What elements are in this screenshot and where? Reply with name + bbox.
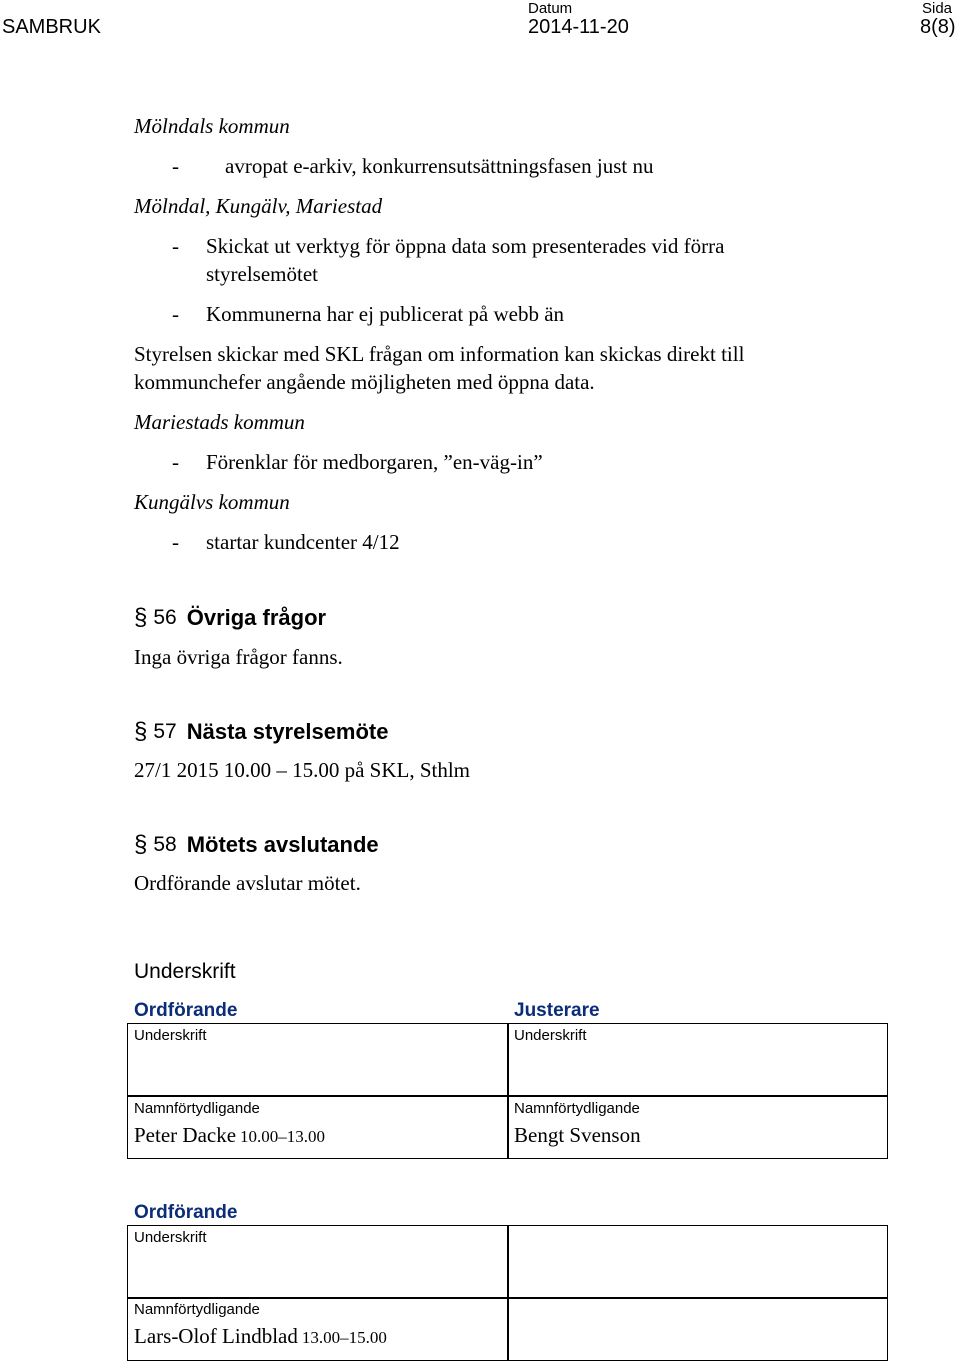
list-dash: - (172, 234, 179, 258)
section-58-text: Ordförande avslutar mötet. (134, 871, 361, 895)
chair-name-line (134, 1123, 325, 1148)
chair-2-name: Lars-Olof Lindblad (134, 1324, 298, 1348)
board-paragraph-line-1: Styrelsen skickar med SKL frågan om information kan skickas direkt till (134, 342, 745, 366)
section-title: Mötets avslutande (186, 832, 379, 857)
list-dash: - (172, 302, 179, 326)
paragraph-symbol: § (134, 604, 148, 631)
chair-2-name-line (134, 1324, 387, 1349)
adjuster-signature-label: Underskrift (514, 1027, 587, 1044)
header-organization: SAMBRUK (2, 16, 101, 38)
chair-name: Peter Dacke (134, 1123, 237, 1147)
board-paragraph-line-2: kommunchefer angående möjligheten med öppna data. (134, 370, 595, 394)
section-number: 56 (153, 606, 177, 629)
chair-2-time: 13.00–15.00 (301, 1328, 387, 1347)
section-number: 57 (153, 720, 177, 743)
adjuster-role-label: Justerare (514, 1000, 600, 1021)
section-58-heading (134, 831, 379, 859)
header-date-label: Datum (528, 0, 573, 17)
molndal-heading: Mölndals kommun (134, 114, 290, 138)
molndal-item: avropat e-arkiv, konkurrensutsättningsfasen just nu (225, 154, 654, 178)
section-57-text: 27/1 2015 10.00 – 15.00 på SKL, Sthlm (134, 758, 471, 782)
chair-role-label: Ordförande (134, 1000, 238, 1021)
chair-signature-label: Underskrift (134, 1027, 207, 1044)
paragraph-symbol: § (134, 718, 148, 745)
list-dash: - (172, 154, 179, 178)
section-number: 58 (153, 833, 177, 856)
header-page-number: 8(8) (920, 16, 956, 38)
group-item-1-line-1: Skickat ut verktyg för öppna data som presenterades vid förra (206, 234, 725, 258)
chair-2-name-label: Namnförtydligande (134, 1301, 260, 1318)
group-item-2: Kommunerna har ej publicerat på webb än (206, 302, 565, 326)
section-title: Nästa styrelsemöte (186, 719, 389, 744)
kungalv-heading: Kungälvs kommun (134, 490, 290, 514)
paragraph-symbol: § (134, 831, 148, 858)
kungalv-item: startar kundcenter 4/12 (206, 530, 400, 554)
chair-name-label: Namnförtydligande (134, 1100, 260, 1117)
section-57-heading (134, 718, 389, 746)
empty-signature-box (507, 1225, 888, 1299)
signatures-heading: Underskrift (134, 960, 236, 983)
adjuster-name: Bengt Svenson (514, 1123, 641, 1147)
chair-time: 10.00–13.00 (240, 1127, 326, 1146)
adjuster-name-label: Namnförtydligande (514, 1100, 640, 1117)
section-56-heading (134, 604, 326, 632)
list-dash: - (172, 450, 179, 474)
empty-name-box (507, 1297, 888, 1361)
header-date: 2014-11-20 (528, 16, 629, 38)
section-56-text: Inga övriga frågor fanns. (134, 645, 343, 669)
chair-2-signature-label: Underskrift (134, 1229, 207, 1246)
section-title: Övriga frågor (186, 605, 327, 630)
list-dash: - (172, 530, 179, 554)
group-item-1-line-2: styrelsemötet (206, 262, 318, 286)
mariestad-heading: Mariestads kommun (134, 410, 305, 434)
group-heading: Mölndal, Kungälv, Mariestad (134, 194, 383, 218)
header-page-label: Sida (922, 0, 953, 17)
chair-2-role-label: Ordförande (134, 1202, 238, 1223)
mariestad-item: Förenklar för medborgaren, ”en-väg-in” (206, 450, 543, 474)
